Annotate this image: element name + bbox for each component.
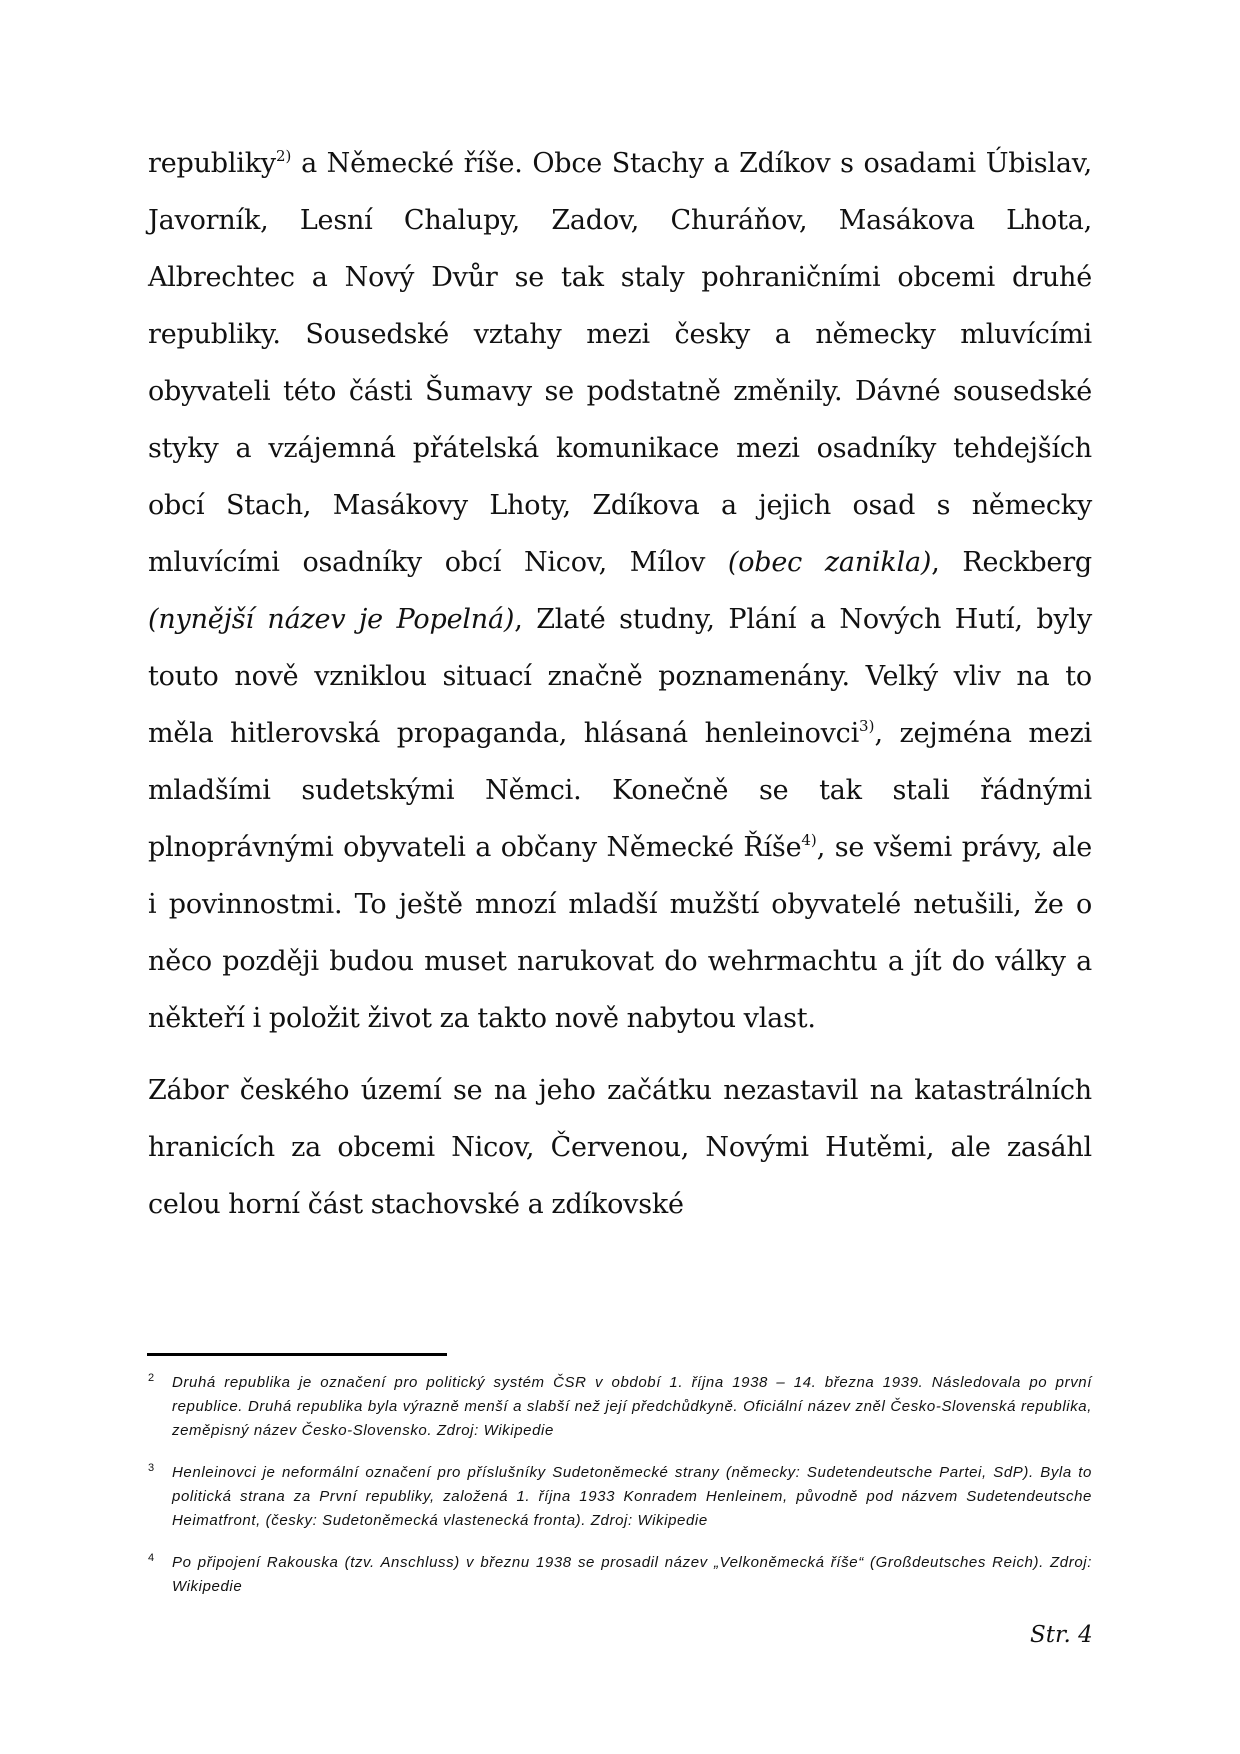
- text-segment: , Zlaté studny, Plání a Nových Hutí, byly touto nově vzniklou situací značně poznamenány. Velký vliv na to měla hitlerovská propaganda, hlásaná henleinovci: [148, 604, 1092, 749]
- text-segment: Zábor českého území se na jeho začátku nezastavil na katastrálních hranicích za obcemi Nicov, Červenou, Novými Hutěmi, ale zasáhl celou horní část stachovské a zdíkovské: [148, 1075, 1092, 1220]
- footnote-text: Druhá republika je označení pro politický systém ČSR v období 1. října 1938 – 14. března 1939. Následovala po první republice. Druhá republika byla výrazně menší a slabší než její předchůdkyně. Oficiální název zněl Česko-Slovenská republika, zeměpisný název Česko-Slovensko. Zdroj: Wikipedie: [172, 1374, 1092, 1439]
- footnote-ref-2[interactable]: 2): [275, 147, 292, 165]
- footnote-number: 2: [148, 1372, 155, 1384]
- footnote-3: [148, 1461, 1092, 1533]
- footnote-ref-3[interactable]: 3): [859, 717, 875, 735]
- footnote-2: [148, 1371, 1092, 1443]
- footnote-ref-4[interactable]: 4): [801, 831, 817, 849]
- text-segment: a Německé říše. Obce Stachy a Zdíkov s osadami Úbislav, Javorník, Lesní Chalupy, Zadov, Churáňov, Masákova Lhota, Albrechtec a Nový Dvůr se tak staly pohraničními obcemi druhé republiky. Sousedské vztahy mezi česky a německy mluvícími obyvateli této části Šumavy se podstatně změnily. Dávné sousedské styky a vzájemná přátelská komunikace mezi osadníky tehdejších obcí Stach, Masákovy Lhoty, Zdíkova a jejich osad s německy mluvícími osadníky obcí Nicov, Mílov: [148, 148, 1092, 578]
- footnote-number: 4: [148, 1552, 155, 1564]
- body-text: [148, 135, 1092, 1233]
- footnote-text: Henleinovci je neformální označení pro příslušníky Sudetoněmecké strany (německy: Sudetendeutsche Partei, SdP). Byla to politická strana za První republiky, založená 1. října 1933 Konradem Henleinem, původně pod názvem Sudetendeutsche Heimatfront, (česky: Sudetoněmecká vlastenecká fronta). Zdroj: Wikipedie: [172, 1464, 1092, 1529]
- paragraph-2: [148, 1062, 1092, 1233]
- italic-note-popelna: (nynější název je Popelná): [148, 604, 515, 635]
- text-segment: republiky: [148, 148, 276, 179]
- footnotes: [148, 1371, 1092, 1617]
- footnote-separator: [147, 1353, 447, 1356]
- paragraph-1: [148, 135, 1092, 1047]
- footnote-text: Po připojení Rakouska (tzv. Anschluss) v březnu 1938 se prosadil název „Velkoněmecká říše“ (Großdeutsches Reich). Zdroj: Wikipedie: [172, 1554, 1092, 1595]
- italic-note-obec-zanikla: (obec zanikla): [727, 547, 932, 578]
- text-segment: , Reckberg: [931, 547, 1092, 578]
- text-segment: , se všemi právy, ale i povinnostmi. To ještě mnozí mladší mužští obyvatelé netušili, že o něco později budou muset narukovat do wehrmachtu a jít do války a někteří i položit život za takto nově nabytou vlast.: [148, 832, 1092, 1034]
- text-segment: , zejména mezi mladšími sudetskými Němci. Konečně se tak stali řádnými plnoprávnými obyvateli a občany Německé Říše: [148, 718, 1092, 863]
- page-number: Str. 4: [1030, 1622, 1093, 1648]
- footnote-number: 3: [148, 1462, 155, 1474]
- footnote-4: [148, 1551, 1092, 1599]
